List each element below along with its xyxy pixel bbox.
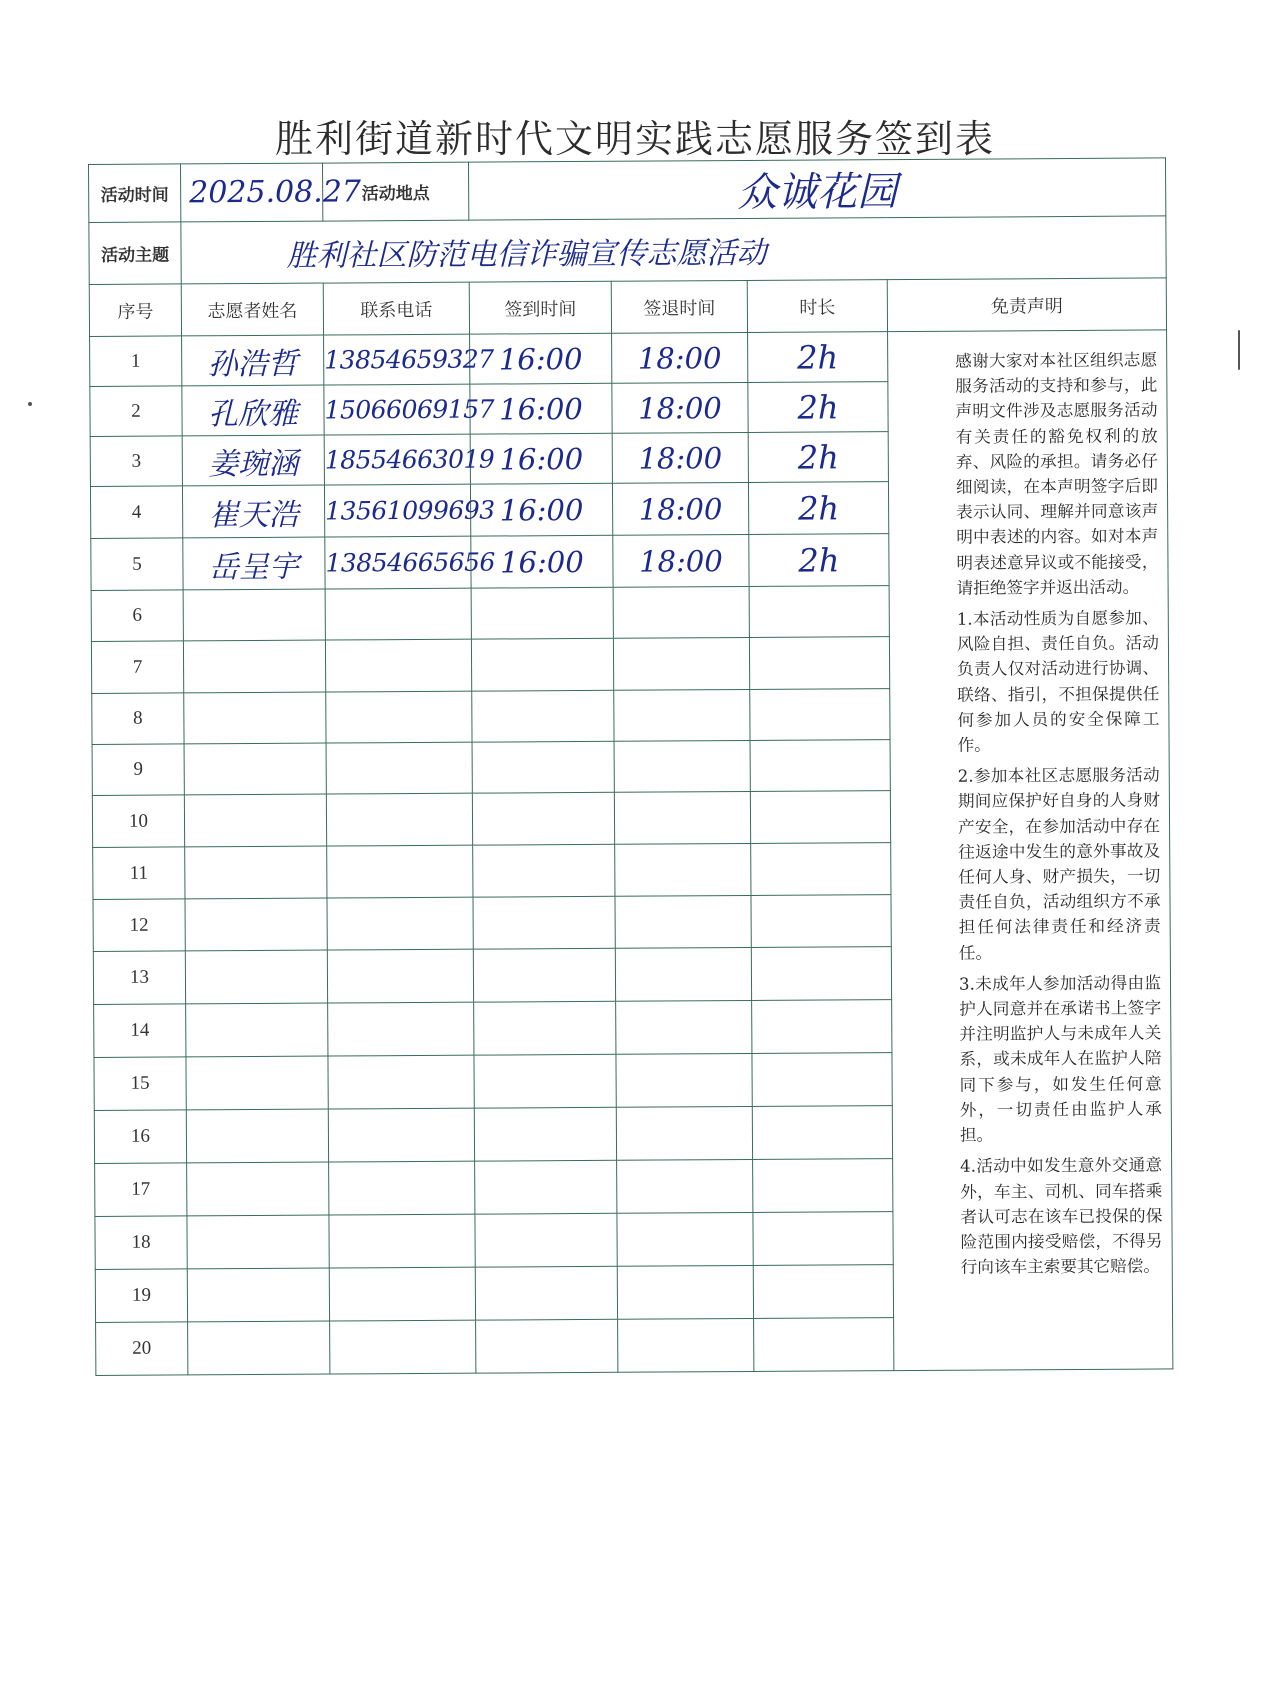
col-header-signout: 签退时间 [611, 280, 747, 333]
row-seq-number: 14 [94, 1004, 186, 1058]
row-volunteer-name [186, 1056, 328, 1110]
row-phone: 13854659327 [324, 334, 470, 385]
col-header-duration: 时长 [747, 280, 887, 333]
row-duration: 2h [748, 332, 888, 383]
row-signin-time [474, 1001, 616, 1055]
col-header-seq: 序号 [89, 284, 181, 337]
row-seq-number: 12 [93, 899, 185, 952]
row-duration: 2h [748, 382, 888, 433]
disclaimer-clause-1: 1.本活动性质为自愿参加、风险自担、责任自负。活动负责人仅对活动进行协调、联络、指引，不担保提供任何参加人员的安全保障工作。 [956, 608, 1160, 755]
row-duration [753, 1159, 893, 1213]
row-seq-number: 15 [94, 1057, 186, 1111]
row-signout-time [617, 1212, 753, 1266]
row-phone [326, 793, 472, 846]
row-phone [329, 1267, 475, 1321]
row-signout-time [614, 791, 750, 844]
scan-mark [1238, 330, 1240, 370]
row-volunteer-name: 孙浩哲 [182, 335, 324, 386]
row-volunteer-name [183, 640, 325, 693]
row-duration [751, 843, 891, 896]
row-signin-time [475, 1266, 617, 1320]
row-signout-time: 18:00 [613, 534, 749, 587]
row-seq-number: 10 [92, 795, 184, 848]
row-seq-number: 7 [91, 641, 183, 694]
row-duration [751, 895, 891, 948]
row-signout-time [614, 689, 750, 741]
activity-location-label: 活动地点 [322, 162, 468, 221]
disclaimer-clause-3: 3.未成年人参加活动得由监护人同意并在承诺书上签字并注明监护人与未成年人关系，或未成年人在监护人陪同下参与，如发生任何意外，一切责任由监护人承担。 [958, 973, 1162, 1145]
row-phone [327, 949, 473, 1003]
col-header-disclaimer: 免责声明 [887, 278, 1166, 332]
row-seq-number: 9 [92, 744, 184, 796]
row-phone [328, 1002, 474, 1056]
row-phone [328, 1108, 474, 1162]
row-signout-time [615, 843, 751, 896]
row-signout-time: 18:00 [612, 432, 748, 483]
row-volunteer-name: 姜琬涵 [182, 435, 324, 486]
row-duration: 2h [748, 432, 888, 483]
row-seq-number: 20 [96, 1322, 188, 1376]
row-signin-time: 16:00 [471, 535, 613, 588]
row-signout-time [613, 637, 749, 690]
row-volunteer-name [183, 589, 325, 641]
row-seq-number: 1 [90, 336, 182, 387]
col-header-phone: 联系电话 [323, 282, 469, 335]
row-signin-time [474, 1054, 616, 1108]
row-phone [329, 1214, 475, 1268]
row-duration [749, 586, 889, 638]
row-volunteer-name [186, 1109, 328, 1163]
row-signin-time [475, 1160, 617, 1214]
row-signin-time: 16:00 [470, 483, 612, 536]
row-volunteer-name [185, 950, 327, 1004]
row-volunteer-name: 孔欣雅 [182, 385, 324, 436]
row-signout-time: 18:00 [612, 332, 748, 383]
row-volunteer-name [187, 1268, 329, 1322]
row-duration [750, 740, 890, 792]
row-volunteer-name: 岳呈宇 [183, 537, 325, 590]
row-signin-time [473, 948, 615, 1002]
row-signout-time [615, 895, 751, 948]
row-volunteer-name: 崔天浩 [182, 485, 324, 538]
row-signout-time [618, 1318, 754, 1372]
row-seq-number: 16 [94, 1110, 186, 1164]
row-signin-time [473, 844, 615, 897]
row-volunteer-name [184, 794, 326, 847]
row-phone [325, 588, 471, 640]
row-seq-number: 6 [91, 590, 183, 642]
row-signout-time [616, 1053, 752, 1107]
row-duration [750, 791, 890, 844]
row-seq-number: 4 [90, 486, 182, 539]
row-phone [327, 845, 473, 898]
row-phone [327, 897, 473, 950]
row-duration: 2h [748, 482, 888, 535]
row-phone [325, 639, 471, 692]
row-seq-number: 3 [90, 436, 182, 487]
row-phone: 18554663019 [324, 434, 470, 485]
row-volunteer-name [185, 846, 327, 899]
row-phone [326, 691, 472, 743]
activity-date-value: 2025.08.27 [181, 163, 323, 222]
row-phone [329, 1161, 475, 1215]
row-duration [749, 637, 889, 690]
row-volunteer-name [188, 1321, 330, 1375]
row-phone: 13561099693 [324, 484, 470, 537]
row-duration [752, 1106, 892, 1160]
row-seq-number: 2 [90, 386, 182, 437]
scan-speck [28, 402, 32, 406]
disclaimer-intro: 感谢大家对本社区组织志愿服务活动的支持和参与，此声明文件涉及志愿服务活动有关责任的豁免权利的放弃、风险的承担。请务必仔细阅读，在本声明签字后即表示认同、理解并同意该声明中表述的内容。如对本声明表述意异议或不能接受，请拒绝签字并返出活动。 [955, 350, 1159, 598]
column-header-row [89, 278, 1166, 337]
row-volunteer-name [186, 1003, 328, 1057]
row-signin-time: 16:00 [470, 383, 612, 434]
activity-time-label: 活动时间 [89, 164, 181, 223]
row-volunteer-name [184, 743, 326, 795]
row-duration [753, 1212, 893, 1266]
row-signout-time: 18:00 [612, 482, 748, 535]
row-signin-time [474, 1107, 616, 1161]
row-phone: 13854665656 [325, 536, 471, 589]
row-signout-time [614, 740, 750, 792]
row-duration [754, 1318, 894, 1372]
row-signout-time [616, 1000, 752, 1054]
row-signin-time [476, 1319, 618, 1373]
row-duration [751, 947, 891, 1001]
row-duration [752, 1053, 892, 1107]
row-signin-time [472, 690, 614, 742]
row-signin-time [471, 638, 613, 691]
row-volunteer-name [187, 1215, 329, 1269]
row-signout-time [615, 947, 751, 1001]
row-phone [330, 1320, 476, 1374]
row-volunteer-name [187, 1162, 329, 1216]
disclaimer-clause-4: 4.活动中如发生意外交通意外，车主、司机、同车搭乘者认可志在该车已投保的保险范围内接受赔偿，不得另行向该车主索要其它赔偿。 [960, 1155, 1163, 1277]
row-duration: 2h [749, 534, 889, 587]
row-seq-number: 17 [95, 1163, 187, 1217]
row-signin-time [475, 1213, 617, 1267]
row-signin-time [472, 741, 614, 793]
page-title: 胜利街道新时代文明实践志愿服务签到表 [275, 117, 996, 161]
col-header-signin: 签到时间 [469, 281, 611, 334]
row-signout-time [616, 1106, 752, 1160]
row-phone [326, 742, 472, 794]
disclaimer-text [949, 347, 1170, 1463]
row-seq-number: 8 [92, 693, 184, 745]
row-signout-time [617, 1159, 753, 1213]
row-phone [328, 1055, 474, 1109]
row-signin-time [472, 792, 614, 845]
sign-in-sheet [88, 157, 1173, 1476]
row-signin-time: 16:00 [470, 333, 612, 384]
row-signout-time [613, 586, 749, 638]
disclaimer-clause-2: 2.参加本社区志愿服务活动期间应保护好自身的人身财产安全，在参加活动中存在往返途中发生的意外事故及任何人身、财产损失，一切责任自负，活动组织方不承担任何法律责任和经济责任。 [957, 765, 1161, 963]
row-volunteer-name [185, 898, 327, 951]
row-seq-number: 18 [95, 1216, 187, 1270]
col-header-name: 志愿者姓名 [181, 283, 323, 336]
row-signin-time [471, 587, 613, 639]
row-duration [753, 1265, 893, 1319]
row-signout-time [617, 1265, 753, 1319]
row-phone: 15066069157 [324, 384, 470, 435]
row-seq-number: 5 [91, 538, 183, 591]
activity-theme-label: 活动主题 [89, 222, 181, 285]
row-seq-number: 11 [93, 847, 185, 900]
row-duration [752, 1000, 892, 1054]
row-seq-number: 13 [93, 951, 185, 1005]
row-volunteer-name [184, 692, 326, 744]
row-signin-time: 16:00 [470, 433, 612, 484]
row-signin-time [473, 896, 615, 949]
activity-theme-value: 胜利社区防范电信诈骗宣传志愿活动 [181, 216, 1166, 284]
row-signout-time: 18:00 [612, 382, 748, 433]
row-seq-number: 19 [95, 1269, 187, 1323]
row-duration [750, 689, 890, 741]
activity-location-value: 众诚花园 [468, 158, 1165, 220]
